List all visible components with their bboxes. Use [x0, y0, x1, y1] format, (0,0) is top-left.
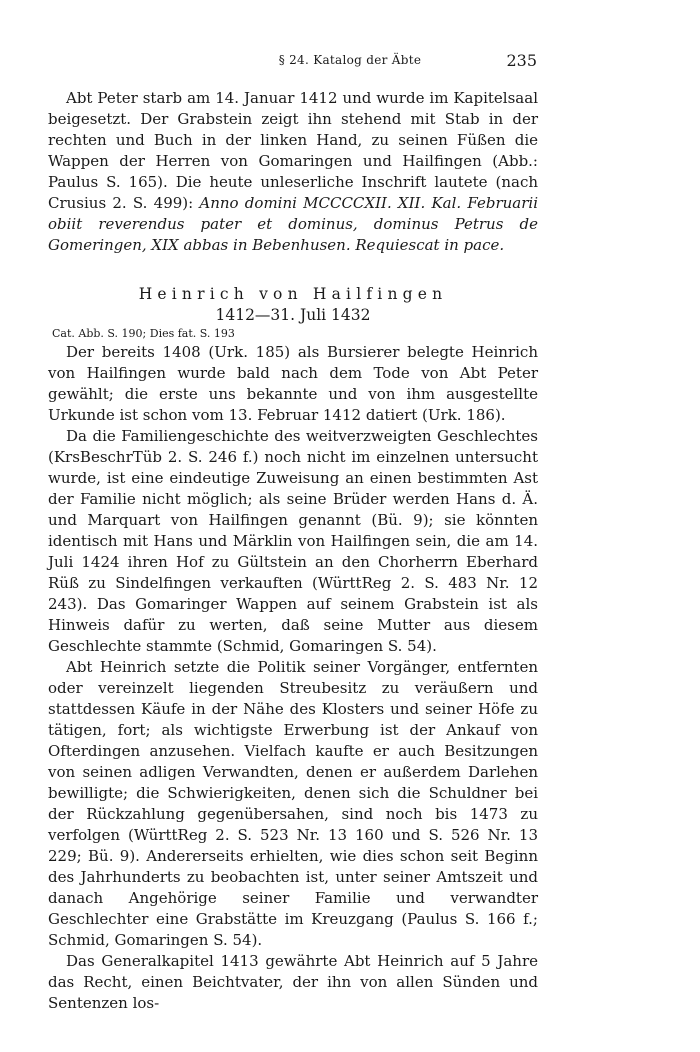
latin-inscription: Anno domini MCCCCXII. XII. Kal. Februarii obiit reverendus pater et dominus, dominus Petrus de Gomeringen, XIX abbas in Bebenhusen. Requiescat in pace.: [48, 194, 538, 254]
paragraph: Da die Familiengeschichte des weitverzweigten Geschlechtes (KrsBeschrTüb 2. S. 246 f.) noch nicht im einzelnen untersucht wurde, ist eine eindeutige Zuweisung an einen bestimmten Ast der Familie nicht möglich; als seine Brüder werden Hans d. Ä. und Marquart von Hailfingen genannt (Bü. 9); sie könnten identisch mit Hans und Märklin von Hailfingen sein, die am 14. Juli 1424 ihren Hof zu Gültstein an den Chorherrn Eberhard Rüß zu Sindelfingen verkauften (WürttReg 2. S. 483 Nr. 12 243). Das Gomaringer Wappen auf seinem Grabstein ist als Hinweis dafür zu werten, daß seine Mutter aus diesem Geschlechte stammte (Schmid, Gomaringen S. 54).: [48, 427, 538, 655]
body-text: [48, 88, 538, 1014]
abbot-dates: 1412—31. Juli 1432: [215, 306, 371, 324]
source-references: Cat. Abb. S. 190; Dies fat. S. 193: [52, 327, 235, 340]
section-heading: [48, 284, 538, 326]
paragraph: Der bereits 1408 (Urk. 185) als Bursierer belegte Heinrich von Hailfingen wurde bald nach dem Tode von Abt Peter gewählt; die erste uns bekannte und von ihm ausgestellte Urkunde ist schon vom 13. Februar 1412 datiert (Urk. 186).: [48, 343, 538, 424]
intro-paragraph: [48, 88, 538, 256]
paragraph: Abt Heinrich setzte die Politik seiner Vorgänger, entfernten oder vereinzelt liegenden Streubesitz zu veräußern und stattdessen Käufe in der Nähe des Klosters und seiner Höfe zu tätigen, fort; als wichtigste Erwerbung ist der Ankauf von Ofterdingen anzusehen. Vielfach kaufte er auch Besitzungen von seinen adligen Verwandten, denen er außerdem Darlehen bewilligte; die Schwierigkeiten, denen sich die Schuldner bei der Rückzahlung gegenübersahen, sind noch bis 1473 zu verfolgen (WürttReg 2. S. 523 Nr. 13 160 und S. 526 Nr. 13 229; Bü. 9). Andererseits erhielten, wie dies schon seit Beginn des Jahrhunderts zu beobachten ist, unter seiner Amtszeit und danach Angehörige seiner Familie und verwandter Geschlechter eine Grabstätte im Kreuzgang (Paulus S. 166 f.; Schmid, Gomaringen S. 54).: [48, 658, 538, 949]
abbot-name: Heinrich von Hailfingen: [138, 285, 448, 303]
running-title: § 24. Katalog der Äbte: [278, 53, 422, 67]
running-header: [0, 51, 700, 71]
page-number: 235: [506, 51, 537, 70]
paragraph: Das Generalkapitel 1413 gewährte Abt Heinrich auf 5 Jahre das Recht, einen Beichtvater, der ihn von allen Sünden und Sentenzen los-: [48, 952, 538, 1012]
intro-text: Abt Peter starb am 14. Januar 1412 und wurde im Kapitelsaal beigesetzt. Der Grabstein zeigt ihn stehend mit Stab in der rechten und Buch in der linken Hand, zu seinen Füßen die Wappen der Herren von Gomaringen und Hailfingen (Abb.: Paulus S. 165). Die heute unleserliche Inschrift lautete (nach Crusius 2. S. 499):: [48, 89, 538, 212]
